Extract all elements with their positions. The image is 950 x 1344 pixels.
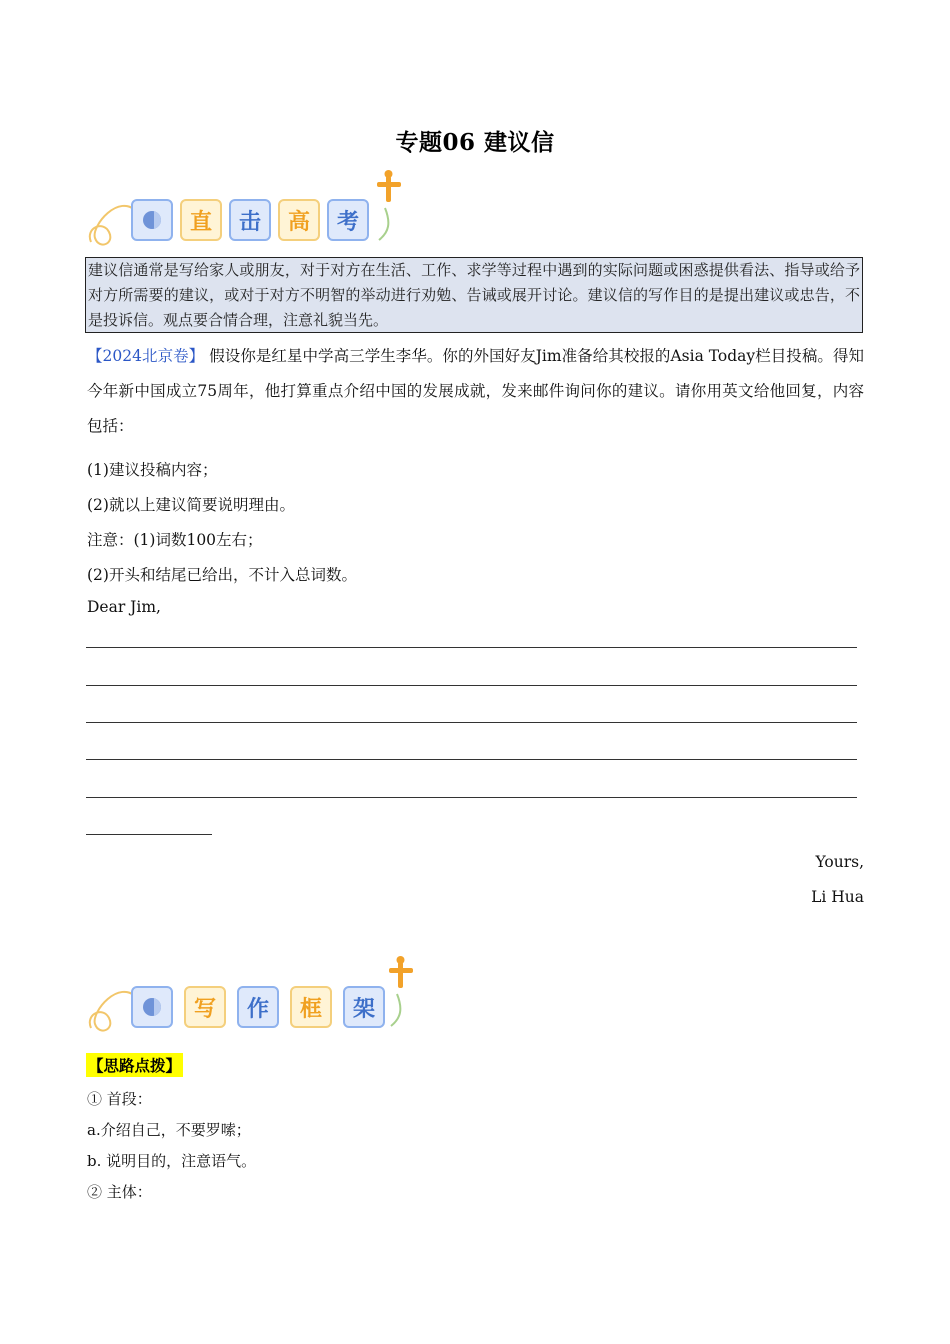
banner-tile-3: 框	[290, 986, 332, 1028]
section-banner-gaokao	[85, 168, 425, 258]
task-source: 【2024北京卷】	[87, 347, 205, 365]
task-note-1: 注意：(1)词数100左右；	[87, 531, 263, 549]
letter-greeting: Dear Jim,	[87, 598, 161, 616]
letter-closing: Yours,	[815, 853, 864, 871]
framework-item-b: b. 说明目的，注意语气。	[87, 1152, 257, 1170]
banner-tile-2: 击	[229, 199, 271, 241]
task-prompt	[87, 339, 864, 444]
page-title: 专题06 建议信	[395, 129, 555, 156]
section-banner-framework	[85, 954, 425, 1044]
framework-section-2: ② 主体：	[87, 1183, 152, 1201]
flower-icon	[377, 170, 401, 202]
banner-tile-1: 直	[180, 199, 222, 241]
banner-bullet-icon	[131, 986, 173, 1028]
banner-tile-4: 考	[327, 199, 369, 241]
answer-line	[86, 797, 857, 798]
banner-tile-4: 架	[343, 986, 385, 1028]
answer-line	[86, 834, 212, 835]
task-point-1: (1)建议投稿内容；	[87, 461, 218, 479]
banner-tile-2: 作	[237, 986, 279, 1028]
framework-section-1: ① 首段：	[87, 1090, 152, 1108]
task-point-2: (2)就以上建议简要说明理由。	[87, 496, 295, 514]
answer-line	[86, 685, 857, 686]
banner-bullet-icon	[131, 199, 173, 241]
answer-line	[86, 647, 857, 648]
intro-box: 建议信通常是写给家人或朋友，对于对方在生活、工作、求学等过程中遇到的实际问题或困惑提供看法、指导或给予对方所需要的建议，或对于对方不明智的举动进行劝勉、告诫或展开讨论。建议信的写作目的是提出建议或忠告，不是投诉信。观点要合情合理，注意礼貌当先。	[85, 257, 863, 333]
flower-icon	[389, 956, 413, 988]
banner-tile-1: 写	[184, 986, 226, 1028]
framework-heading: 【思路点拨】	[86, 1053, 183, 1077]
answer-line	[86, 722, 857, 723]
answer-line	[86, 759, 857, 760]
framework-item-a: a.介绍自己，不要罗嗦；	[87, 1121, 251, 1139]
task-prompt-text: 假设你是红星中学高三学生李华。你的外国好友Jim准备给其校报的Asia Today栏目投稿。得知今年新中国成立75周年，他打算重点介绍中国的发展成就，发来邮件询问你的建议。请你用英文给他回复，内容包括：	[87, 347, 864, 435]
task-note-2: (2)开头和结尾已给出，不计入总词数。	[87, 566, 357, 584]
letter-signature: Li Hua	[811, 888, 864, 906]
banner-tile-3: 高	[278, 199, 320, 241]
